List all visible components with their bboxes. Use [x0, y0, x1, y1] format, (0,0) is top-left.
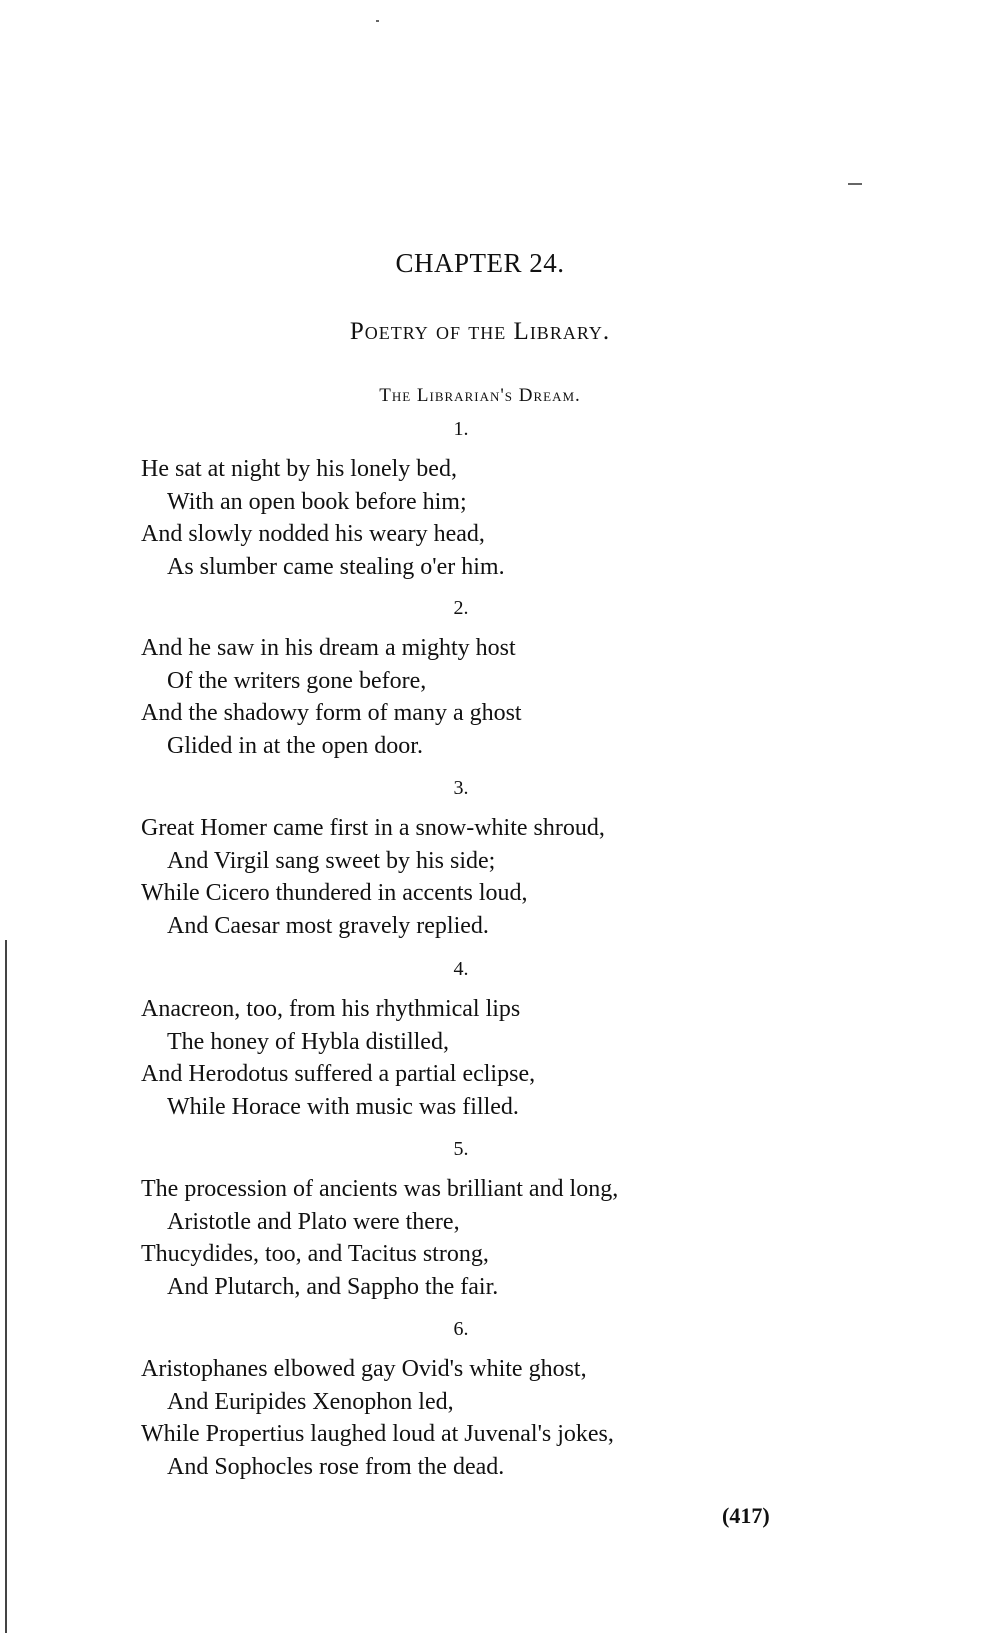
poem-line: As slumber came stealing o'er him.: [167, 553, 505, 580]
poem-line: And Euripides Xenophon led,: [167, 1388, 454, 1415]
poem-line: Great Homer came first in a snow-white shroud,: [141, 815, 605, 841]
poem-line: And Virgil sang sweet by his side;: [167, 847, 496, 874]
poem-line: Aristotle and Plato were there,: [167, 1208, 460, 1235]
scan-speck: [848, 183, 862, 185]
stanza-1: [141, 417, 841, 583]
stanza-number: 5.: [453, 1138, 469, 1160]
chapter-heading: CHAPTER 24.: [395, 248, 565, 278]
poem-line: He sat at night by his lonely bed,: [141, 456, 457, 482]
scan-speck: [376, 20, 379, 22]
poem-line: And he saw in his dream a mighty host: [141, 635, 516, 661]
scan-margin-line: [5, 940, 7, 1633]
poem-line: Thucydides, too, and Tacitus strong,: [141, 1241, 489, 1267]
poem-line: And Herodotus suffered a partial eclipse,: [141, 1061, 536, 1087]
poem-line: The procession of ancients was brilliant and long,: [141, 1176, 619, 1202]
stanza-number: 3.: [453, 777, 469, 799]
poem-line: Anacreon, too, from his rhythmical lips: [141, 996, 521, 1022]
stanza-6: [141, 1317, 841, 1483]
section-title: Poetry of the Library.: [349, 318, 611, 345]
poem-line: And the shadowy form of many a ghost: [141, 700, 522, 726]
poem-line: Aristophanes elbowed gay Ovid's white ghost,: [141, 1356, 587, 1382]
poem-line: And Sophocles rose from the dead.: [167, 1453, 505, 1480]
poem-line: While Propertius laughed loud at Juvenal's jokes,: [141, 1421, 614, 1447]
stanza-number: 1.: [453, 418, 469, 440]
poem-line: With an open book before him;: [167, 488, 467, 515]
stanza-4: [141, 957, 841, 1123]
poem-line: The honey of Hybla distilled,: [167, 1028, 449, 1055]
stanza-3: [141, 776, 841, 942]
poem-line: And Plutarch, and Sappho the fair.: [167, 1273, 499, 1300]
stanza-number: 2.: [453, 597, 469, 619]
stanza-5: [141, 1137, 841, 1303]
stanza-number: 6.: [453, 1318, 469, 1340]
poem-line: While Cicero thundered in accents loud,: [141, 880, 528, 906]
page-number: (417): [722, 1503, 770, 1528]
poem-line: While Horace with music was filled.: [167, 1093, 519, 1120]
poem-title: The Librarian's Dream.: [379, 385, 581, 406]
poem-line: Glided in at the open door.: [167, 732, 423, 759]
poem-line: Of the writers gone before,: [167, 667, 427, 694]
poem-line: And slowly nodded his weary head,: [141, 521, 485, 547]
stanza-number: 4.: [453, 958, 469, 980]
poem-line: And Caesar most gravely replied.: [167, 912, 489, 939]
stanza-2: [141, 596, 841, 762]
